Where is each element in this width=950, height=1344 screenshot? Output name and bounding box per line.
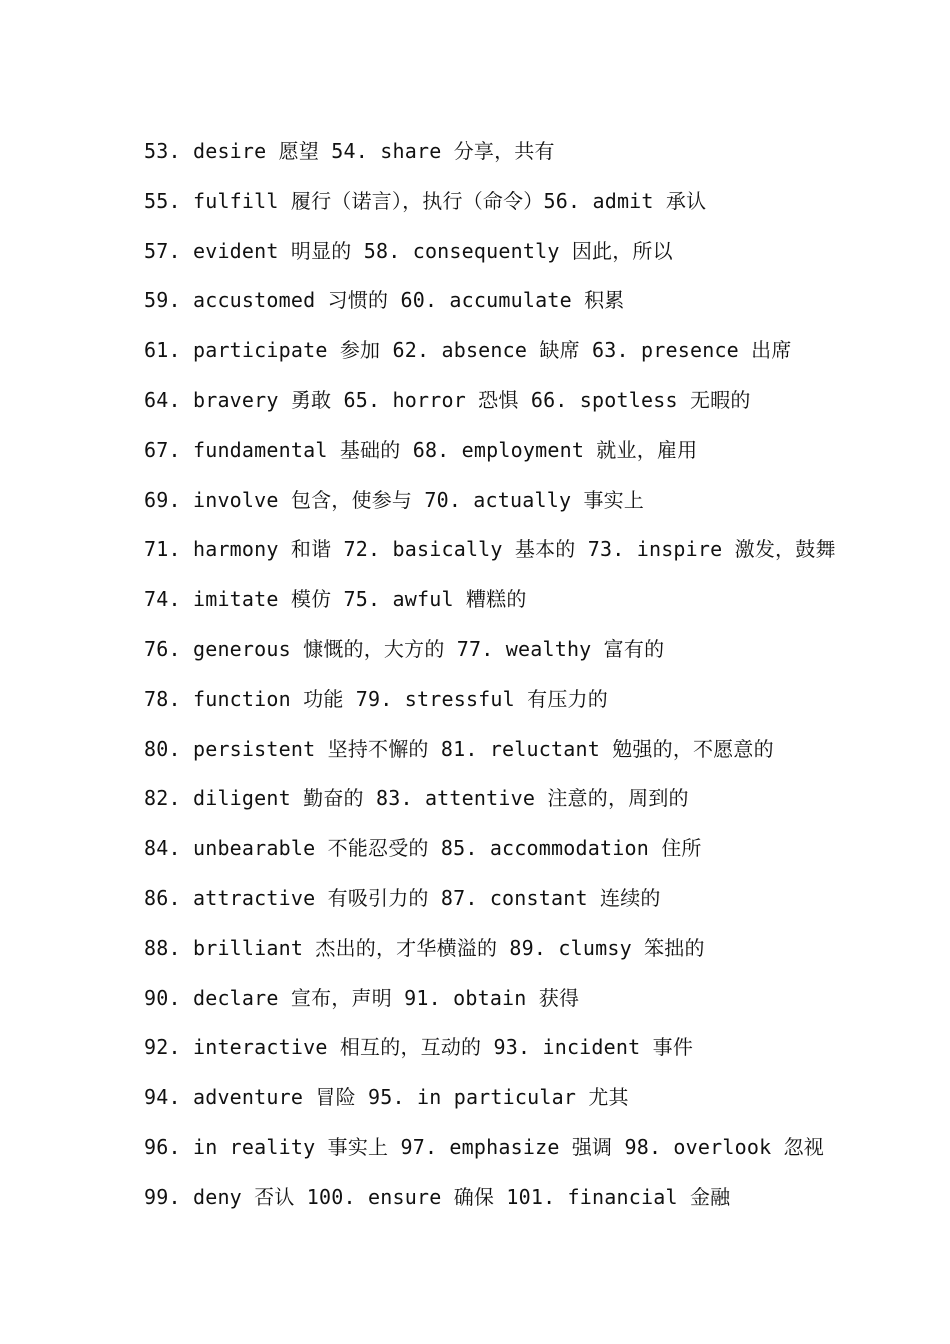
vocab-line: 92. interactive 相互的，互动的 93. incident 事件 bbox=[144, 1035, 694, 1060]
vocab-line: 64. bravery 勇敢 65. horror 恐惧 66. spotless 无暇的 bbox=[144, 387, 751, 412]
vocab-line: 69. involve 包含，使参与 70. actually 事实上 bbox=[144, 487, 645, 512]
vocab-line: 86. attractive 有吸引力的 87. constant 连续的 bbox=[144, 885, 661, 910]
vocab-line: 71. harmony 和谐 72. basically 基本的 73. inspire 激发，鼓舞 bbox=[144, 537, 836, 562]
vocab-line: 59. accustomed 习惯的 60. accumulate 积累 bbox=[144, 288, 625, 313]
vocab-line: 57. evident 明显的 58. consequently 因此，所以 bbox=[144, 238, 673, 263]
vocab-line: 90. declare 宣布，声明 91. obtain 获得 bbox=[144, 985, 580, 1010]
vocab-line: 74. imitate 模仿 75. awful 糟糕的 bbox=[144, 587, 527, 612]
vocab-line: 55. fulfill 履行（诺言），执行（命令）56. admit 承认 bbox=[144, 188, 707, 213]
vocab-line: 84. unbearable 不能忍受的 85. accommodation 住所 bbox=[144, 836, 702, 861]
vocabulary-list bbox=[144, 136, 934, 1232]
vocab-line: 53. desire 愿望 54. share 分享，共有 bbox=[144, 139, 555, 163]
vocab-line: 96. in reality 事实上 97. emphasize 强调 98. overlook 忽视 bbox=[144, 1134, 825, 1159]
vocab-line: 76. generous 慷慨的，大方的 77. wealthy 富有的 bbox=[144, 636, 665, 661]
vocab-line: 94. adventure 冒险 95. in particular 尤其 bbox=[144, 1085, 629, 1110]
vocab-line: 82. diligent 勤奋的 83. attentive 注意的，周到的 bbox=[144, 786, 689, 811]
vocab-line: 80. persistent 坚持不懈的 81. reluctant 勉强的，不愿意的 bbox=[144, 736, 774, 761]
vocab-line: 88. brilliant 杰出的，才华横溢的 89. clumsy 笨拙的 bbox=[144, 935, 705, 960]
vocab-line: 67. fundamental 基础的 68. employment 就业，雇用 bbox=[144, 437, 698, 462]
vocab-line: 61. participate 参加 62. absence 缺席 63. presence 出席 bbox=[144, 338, 792, 363]
vocab-line: 78. function 功能 79. stressful 有压力的 bbox=[144, 686, 608, 711]
vocab-line: 99. deny 否认 100. ensure 确保 101. financial 金融 bbox=[144, 1184, 731, 1209]
